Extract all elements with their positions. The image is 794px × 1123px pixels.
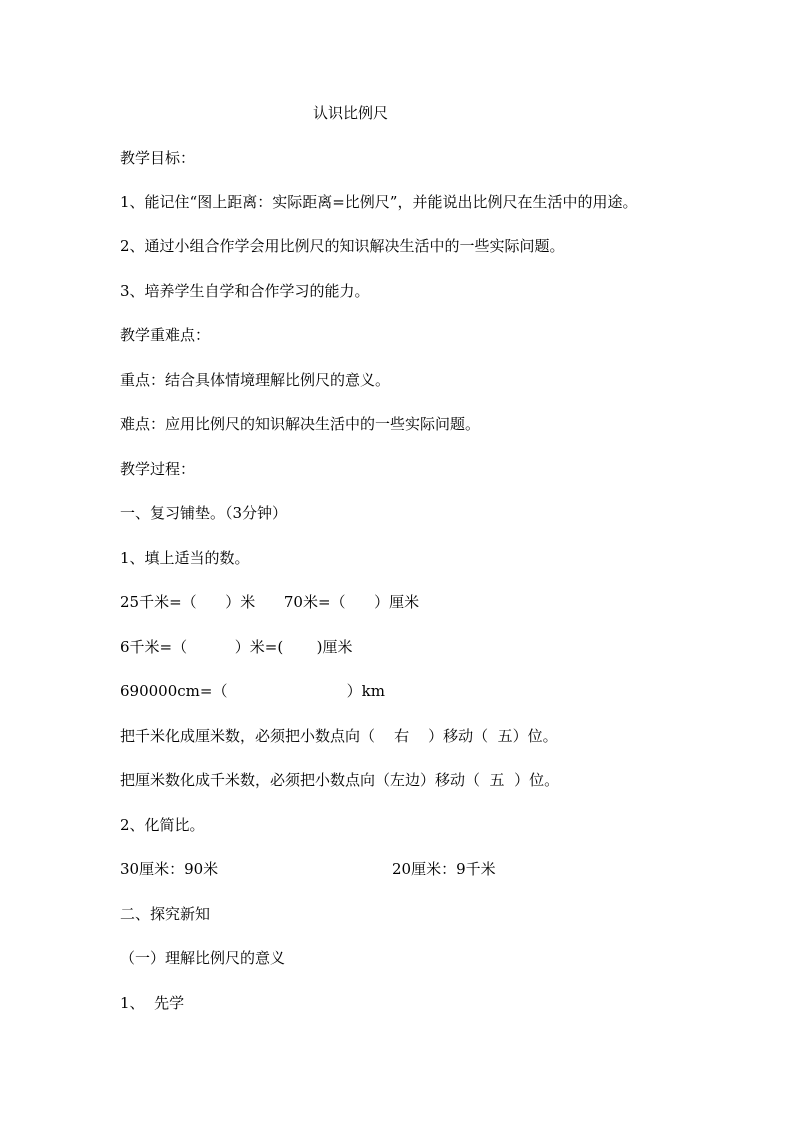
fill-blank-2: 6千米=（ ）米=( )厘米 xyxy=(120,638,353,656)
item-2: 2、化简比。 xyxy=(120,816,205,834)
ratio-2: 20厘米：9千米 xyxy=(392,860,496,878)
objectives-heading: 教学目标： xyxy=(120,149,196,167)
item-1: 1、填上适当的数。 xyxy=(120,549,250,567)
fill-blank-3: 690000cm=（ ）km xyxy=(120,682,385,700)
key-points-heading: 教学重难点： xyxy=(120,326,211,344)
fill-blank-1: 25千米=（ ）米 70米=（ ）厘米 xyxy=(120,593,420,611)
subsection-1-heading: （一）理解比例尺的意义 xyxy=(120,949,286,967)
process-heading: 教学过程： xyxy=(120,460,196,478)
objective-3: 3、培养学生自学和合作学习的能力。 xyxy=(120,282,370,300)
step-1: 1、 先学 xyxy=(120,994,185,1012)
document-title: 认识比例尺 xyxy=(313,104,389,122)
difficult-point: 难点：应用比例尺的知识解决生活中的一些实际问题。 xyxy=(120,415,481,433)
section-2-heading: 二、探究新知 xyxy=(120,905,211,923)
ratio-1: 30厘米：90米 xyxy=(120,860,219,878)
objective-2: 2、通过小组合作学会用比例尺的知识解决生活中的一些实际问题。 xyxy=(120,237,565,255)
rule-1: 把千米化成厘米数，必须把小数点向（ 右 ）移动（ 五）位。 xyxy=(120,727,558,745)
objective-1: 1、能记住“图上距离：实际距离=比例尺”，并能说出比例尺在生活中的用途。 xyxy=(120,193,638,211)
key-point: 重点：结合具体情境理解比例尺的意义。 xyxy=(120,371,391,389)
rule-2: 把厘米数化成千米数，必须把小数点向（左边）移动（ 五 ）位。 xyxy=(120,771,560,789)
section-1-heading: 一、复习铺垫。（3分钟） xyxy=(120,504,288,522)
